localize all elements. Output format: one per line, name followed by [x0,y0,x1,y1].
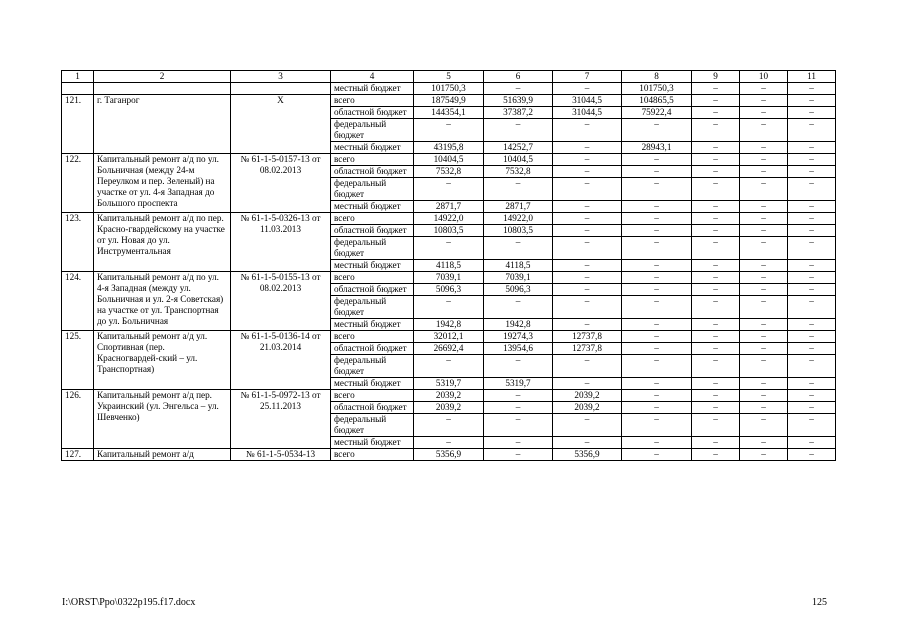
value-cell: – [788,296,836,319]
value-cell: – [740,225,788,237]
value-cell: – [622,237,692,260]
budget-type-cell: федеральный бюджет [331,119,414,142]
value-cell: – [692,119,740,142]
value-cell: – [740,166,788,178]
value-cell: – [553,154,622,166]
document-number-cell: № 61-1-5-0157-13 от 08.02.2013 [231,154,331,213]
value-cell: 2039,2 [553,390,622,402]
column-header: 3 [231,71,331,83]
value-cell: – [740,107,788,119]
value-cell: – [692,390,740,402]
table-row [62,83,836,95]
value-cell: 12737,8 [553,331,622,343]
budget-type-cell: местный бюджет [331,83,414,95]
value-cell: – [484,414,553,437]
value-cell: – [788,449,836,461]
value-cell: – [553,272,622,284]
row-index-cell: 126. [62,390,94,449]
column-header: 7 [553,71,622,83]
value-cell: – [553,355,622,378]
column-header: 11 [788,71,836,83]
footer-file-path: I:\ORST\Ppo\0322p195.f17.docx [62,597,196,608]
value-cell: – [553,201,622,213]
value-cell: – [740,119,788,142]
value-cell: – [622,260,692,272]
value-cell: – [414,237,484,260]
value-cell: – [553,166,622,178]
value-cell: – [740,437,788,449]
value-cell: – [740,154,788,166]
row-index-cell: 121. [62,95,94,154]
value-cell: 43195,8 [414,142,484,154]
value-cell: – [622,390,692,402]
value-cell: 2039,2 [553,402,622,414]
object-name-cell: Капитальный ремонт а/д по ул. Больничная (между 24-м Переулком и пер. Зеленый) на участке от ул. 4-я Западная до Большого проспекта [94,154,231,213]
value-cell: 10803,5 [414,225,484,237]
table-row [62,272,836,284]
table-row [62,449,836,461]
value-cell: – [740,378,788,390]
value-cell: – [740,178,788,201]
value-cell: – [622,272,692,284]
budget-type-cell: местный бюджет [331,319,414,331]
value-cell: 101750,3 [622,83,692,95]
budget-type-cell: областной бюджет [331,107,414,119]
value-cell: – [414,437,484,449]
budget-type-cell: всего [331,213,414,225]
budget-type-cell: всего [331,154,414,166]
value-cell: – [692,296,740,319]
object-name-cell: Капитальный ремонт а/д по пер. Красно-гвардейскому на участке от ул. Новая до ул. Инструментальная [94,213,231,272]
value-cell: – [553,142,622,154]
column-header: 9 [692,71,740,83]
value-cell: 5319,7 [414,378,484,390]
value-cell: – [692,178,740,201]
value-cell: – [622,414,692,437]
table-row [62,213,836,225]
object-name-cell: Капитальный ремонт а/д [94,449,231,461]
budget-type-cell: федеральный бюджет [331,355,414,378]
value-cell: – [692,213,740,225]
value-cell: – [692,225,740,237]
value-cell: 5096,3 [484,284,553,296]
value-cell: – [740,95,788,107]
value-cell: – [788,284,836,296]
value-cell: 28943,1 [622,142,692,154]
budget-table [61,70,836,461]
value-cell: – [788,95,836,107]
value-cell: – [622,201,692,213]
budget-type-cell: всего [331,449,414,461]
value-cell: 7039,1 [484,272,553,284]
value-cell: 4118,5 [484,260,553,272]
value-cell: – [692,378,740,390]
value-cell: – [484,119,553,142]
header-row [62,71,836,83]
value-cell: – [553,119,622,142]
column-header: 8 [622,71,692,83]
value-cell: – [788,201,836,213]
value-cell: – [692,142,740,154]
value-cell: – [622,402,692,414]
value-cell: – [622,154,692,166]
value-cell: – [484,83,553,95]
value-cell: – [553,260,622,272]
value-cell: – [484,296,553,319]
budget-type-cell: областной бюджет [331,225,414,237]
value-cell: – [740,390,788,402]
value-cell: – [622,378,692,390]
value-cell: 5356,9 [553,449,622,461]
object-name-cell: г. Таганрог [94,95,231,154]
value-cell: – [788,437,836,449]
value-cell: – [414,296,484,319]
value-cell: 37387,2 [484,107,553,119]
value-cell: – [740,237,788,260]
value-cell: – [740,402,788,414]
value-cell: – [740,414,788,437]
value-cell: – [788,237,836,260]
value-cell: – [692,166,740,178]
value-cell: – [788,213,836,225]
value-cell: – [622,355,692,378]
value-cell: – [414,355,484,378]
value-cell: – [553,437,622,449]
value-cell: – [622,225,692,237]
value-cell: 5356,9 [414,449,484,461]
value-cell: – [692,402,740,414]
value-cell: 2039,2 [414,402,484,414]
value-cell: 75922,4 [622,107,692,119]
value-cell: – [622,343,692,355]
value-cell: – [740,284,788,296]
value-cell: – [788,178,836,201]
document-number-cell: № 61-1-5-0972-13 от 25.11.2013 [231,390,331,449]
budget-type-cell: областной бюджет [331,284,414,296]
value-cell: – [692,319,740,331]
value-cell: – [553,378,622,390]
value-cell: – [740,343,788,355]
value-cell: 7532,8 [414,166,484,178]
value-cell: – [622,213,692,225]
value-cell: 32012,1 [414,331,484,343]
value-cell: – [692,355,740,378]
value-cell: – [692,260,740,272]
value-cell: – [484,402,553,414]
value-cell: – [692,237,740,260]
value-cell: 2039,2 [414,390,484,402]
value-cell: 1942,8 [414,319,484,331]
value-cell: – [553,178,622,201]
value-cell: 31044,5 [553,95,622,107]
table-row [62,331,836,343]
budget-type-cell: местный бюджет [331,378,414,390]
value-cell: 31044,5 [553,107,622,119]
value-cell: – [788,414,836,437]
value-cell: – [692,95,740,107]
budget-type-cell: всего [331,95,414,107]
value-cell: – [414,414,484,437]
budget-type-cell: областной бюджет [331,343,414,355]
value-cell: – [622,119,692,142]
empty-cell [62,83,94,95]
budget-type-cell: федеральный бюджет [331,178,414,201]
value-cell: 187549,9 [414,95,484,107]
value-cell: – [788,119,836,142]
value-cell: – [788,166,836,178]
document-number-cell: X [231,95,331,154]
value-cell: 5319,7 [484,378,553,390]
value-cell: – [740,331,788,343]
document-number-cell: № 61-1-5-0136-14 от 21.03.2014 [231,331,331,390]
value-cell: 13954,6 [484,343,553,355]
value-cell: – [788,107,836,119]
value-cell: – [622,319,692,331]
value-cell: – [788,402,836,414]
value-cell: – [740,296,788,319]
value-cell: – [414,119,484,142]
value-cell: – [788,225,836,237]
empty-cell [231,83,331,95]
row-index-cell: 124. [62,272,94,331]
budget-type-cell: местный бюджет [331,437,414,449]
value-cell: – [622,437,692,449]
budget-type-cell: местный бюджет [331,260,414,272]
value-cell: – [692,107,740,119]
footer-page-number: 125 [812,597,827,608]
value-cell: – [692,272,740,284]
budget-type-cell: местный бюджет [331,142,414,154]
row-index-cell: 127. [62,449,94,461]
value-cell: – [740,272,788,284]
value-cell: – [553,284,622,296]
value-cell: – [692,83,740,95]
value-cell: – [788,272,836,284]
value-cell: – [692,284,740,296]
empty-cell [94,83,231,95]
value-cell: – [692,414,740,437]
value-cell: – [692,154,740,166]
value-cell: – [553,83,622,95]
value-cell: – [740,355,788,378]
column-header: 2 [94,71,231,83]
object-name-cell: Капитальный ремонт а/д по ул. 4-я Западная (между ул. Больничная и ул. 2-я Советская) на участке от ул. Транспортная до ул. Больничная [94,272,231,331]
value-cell: – [740,319,788,331]
budget-type-cell: областной бюджет [331,166,414,178]
value-cell: – [740,142,788,154]
value-cell: – [622,449,692,461]
value-cell: – [788,154,836,166]
value-cell: – [622,166,692,178]
value-cell: 144354,1 [414,107,484,119]
document-number-cell: № 61-1-5-0326-13 от 11.03.2013 [231,213,331,272]
value-cell: 26692,4 [414,343,484,355]
value-cell: – [788,260,836,272]
value-cell: 12737,8 [553,343,622,355]
value-cell: – [692,331,740,343]
value-cell: 2871,7 [484,201,553,213]
column-header: 10 [740,71,788,83]
value-cell: 10404,5 [484,154,553,166]
budget-type-cell: федеральный бюджет [331,414,414,437]
value-cell: 14922,0 [414,213,484,225]
value-cell: – [622,296,692,319]
value-cell: – [622,178,692,201]
value-cell: 4118,5 [414,260,484,272]
value-cell: 19274,3 [484,331,553,343]
value-cell: – [788,343,836,355]
column-header: 1 [62,71,94,83]
document-number-cell: № 61-1-5-0155-13 от 08.02.2013 [231,272,331,331]
value-cell: – [484,237,553,260]
value-cell: – [484,178,553,201]
value-cell: – [553,414,622,437]
value-cell: – [740,201,788,213]
value-cell: – [553,237,622,260]
value-cell: – [788,378,836,390]
value-cell: – [484,355,553,378]
value-cell: – [740,449,788,461]
value-cell: – [622,284,692,296]
budget-type-cell: федеральный бюджет [331,237,414,260]
value-cell: – [692,343,740,355]
object-name-cell: Капитальный ремонт а/д пер. Украинский (ул. Энгельса – ул. Шевченко) [94,390,231,449]
budget-type-cell: федеральный бюджет [331,296,414,319]
budget-type-cell: областной бюджет [331,402,414,414]
value-cell: – [692,201,740,213]
document-number-cell: № 61-1-5-0534-13 [231,449,331,461]
value-cell: 2871,7 [414,201,484,213]
value-cell: – [788,390,836,402]
value-cell: – [553,296,622,319]
budget-type-cell: всего [331,390,414,402]
value-cell: – [788,319,836,331]
value-cell: 7039,1 [414,272,484,284]
column-header: 4 [331,71,414,83]
row-index-cell: 123. [62,213,94,272]
value-cell: – [788,83,836,95]
value-cell: – [484,449,553,461]
value-cell: – [414,178,484,201]
value-cell: – [692,449,740,461]
value-cell: 7532,8 [484,166,553,178]
value-cell: – [553,225,622,237]
table-row [62,390,836,402]
value-cell: – [692,437,740,449]
value-cell: 101750,3 [414,83,484,95]
value-cell: 14252,7 [484,142,553,154]
value-cell: – [553,213,622,225]
value-cell: – [484,390,553,402]
column-header: 5 [414,71,484,83]
column-header: 6 [484,71,553,83]
budget-type-cell: всего [331,331,414,343]
value-cell: 10803,5 [484,225,553,237]
value-cell: – [553,319,622,331]
value-cell: 51639,9 [484,95,553,107]
value-cell: – [740,213,788,225]
table-row [62,95,836,107]
row-index-cell: 125. [62,331,94,390]
value-cell: – [788,355,836,378]
value-cell: 104865,5 [622,95,692,107]
value-cell: – [622,331,692,343]
value-cell: – [484,437,553,449]
value-cell: – [740,83,788,95]
budget-type-cell: местный бюджет [331,201,414,213]
object-name-cell: Капитальный ремонт а/д ул. Спортивная (пер. Красногвардей-ский – ул. Транспортная) [94,331,231,390]
value-cell: 14922,0 [484,213,553,225]
value-cell: 5096,3 [414,284,484,296]
row-index-cell: 122. [62,154,94,213]
budget-type-cell: всего [331,272,414,284]
value-cell: 10404,5 [414,154,484,166]
table-row [62,154,836,166]
value-cell: – [740,260,788,272]
value-cell: – [788,331,836,343]
value-cell: 1942,8 [484,319,553,331]
value-cell: – [788,142,836,154]
